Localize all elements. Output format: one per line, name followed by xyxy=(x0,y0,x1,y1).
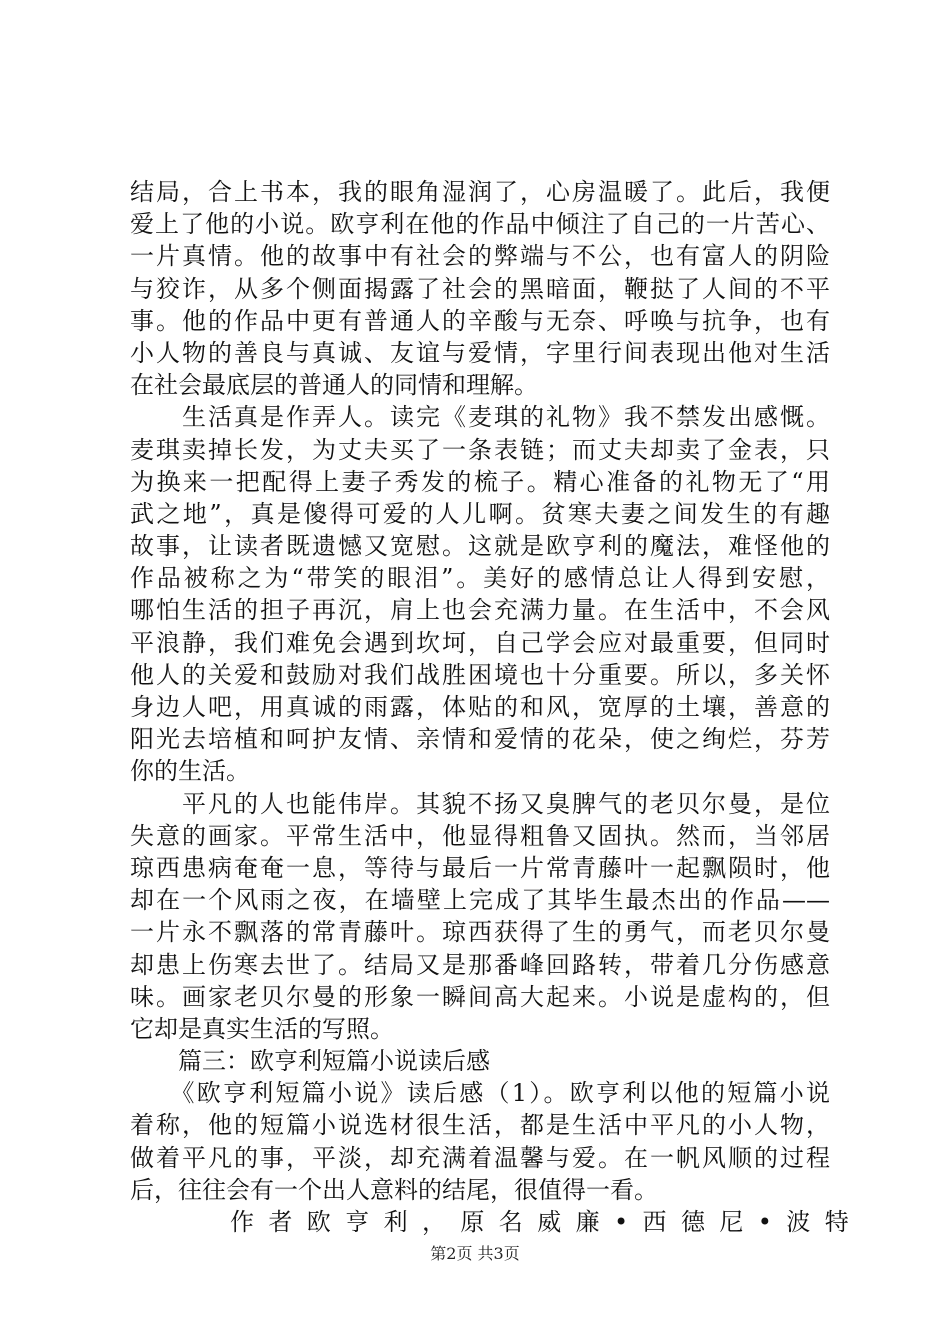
text-line: 事。他的作品中更有普通人的辛酸与无奈、呼唤与抗争，也有 xyxy=(130,306,830,335)
text-line: 为换来一把配得上妻子秀发的梳子。精心准备的礼物无了“用 xyxy=(130,467,830,496)
text-line: 琼西患病奄奄一息，等待与最后一片常青藤叶一起飘陨时，他 xyxy=(130,853,830,882)
text-line: 一片真情。他的故事中有社会的弊端与不公，也有富人的阴险 xyxy=(130,242,830,271)
text-line: 他人的关爱和鼓励对我们战胜困境也十分重要。所以，多关怀 xyxy=(130,660,830,689)
text-line: 却患上伤寒去世了。结局又是那番峰回路转，带着几分伤感意 xyxy=(130,950,830,979)
text-line: 平浪静，我们难免会遇到坎坷，自己学会应对最重要，但同时 xyxy=(130,628,830,657)
text-line: 麦琪卖掉长发，为丈夫买了一条表链；而丈夫却卖了金表，只 xyxy=(130,435,830,464)
text-line: 故事，让读者既遗憾又宽慰。这就是欧亨利的魔法，难怪他的 xyxy=(130,532,830,561)
text-line: 你的生活。 xyxy=(130,757,250,786)
body-text xyxy=(130,176,864,1238)
text-line: 一片永不飘落的常青藤叶。琼西获得了生的勇气，而老贝尔曼 xyxy=(130,918,830,947)
text-line: 与狡诈，从多个侧面揭露了社会的黑暗面，鞭挞了人间的不平 xyxy=(130,274,830,303)
text-line: 味。画家老贝尔曼的形象一瞬间高大起来。小说是虚构的，但 xyxy=(130,982,830,1011)
text-line: 着称，他的短篇小说选材很生活，都是生活中平凡的小人物， xyxy=(130,1111,830,1140)
text-line: 做着平凡的事，平淡，却充满着温馨与爱。在一帆风顺的过程 xyxy=(130,1143,830,1172)
text-line: 失意的画家。平常生活中，他显得粗鲁又固执。然而，当邻居 xyxy=(130,821,830,850)
text-line: 它却是真实生活的写照。 xyxy=(130,1014,394,1043)
text-line: 生活真是作弄人。读完《麦琪的礼物》我不禁发出感慨。 xyxy=(130,403,830,432)
text-line: 作品被称之为“带笑的眼泪”。美好的感情总让人得到安慰， xyxy=(130,564,830,593)
text-line: 小人物的善良与真诚、友谊与爱情，字里行间表现出他对生活 xyxy=(130,338,830,367)
text-line: 武之地”，真是傻得可爱的人儿啊。贫寒夫妻之间发生的有趣 xyxy=(130,499,830,528)
text-line: 身边人吧，用真诚的雨露，体贴的和风，宽厚的土壤，善意的 xyxy=(130,693,830,721)
text-line: 却在一个风雨之夜，在墙壁上完成了其毕生最杰出的作品—— xyxy=(130,886,830,915)
text-line: 《欧亨利短篇小说》读后感（1）。欧亨利以他的短篇小说 xyxy=(130,1079,830,1108)
text-line: 爱上了他的小说。欧亨利在他的作品中倾注了自己的一片苦心、 xyxy=(130,210,830,239)
text-line: 作者欧亨利，原名威廉•西德尼•波特 xyxy=(230,1208,864,1236)
text-line: 在社会最底层的普通人的同情和理解。 xyxy=(130,371,538,400)
text-line: 平凡的人也能伟岸。其貌不扬又臭脾气的老贝尔曼，是位 xyxy=(130,789,830,818)
section-heading: 篇三：欧亨利短篇小说读后感 xyxy=(130,1047,490,1076)
page-number-footer: 第2页 共3页 xyxy=(430,1244,520,1263)
text-line: 结局，合上书本，我的眼角湿润了，心房温暖了。此后，我便 xyxy=(130,178,830,206)
text-line: 哪怕生活的担子再沉，肩上也会充满力量。在生活中，不会风 xyxy=(130,596,830,625)
text-line: 阳光去培植和呵护友情、亲情和爱情的花朵，使之绚烂，芬芳 xyxy=(130,725,830,754)
text-line: 后，往往会有一个出人意料的结尾，很值得一看。 xyxy=(130,1175,658,1204)
